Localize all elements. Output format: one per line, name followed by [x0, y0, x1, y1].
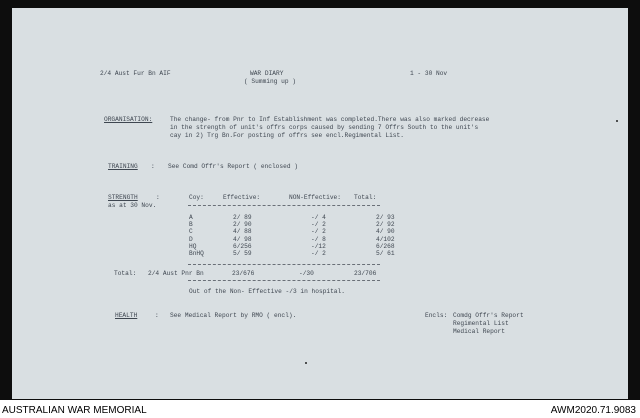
total-total: 23/706	[354, 270, 377, 277]
health-label: HEALTH	[115, 312, 138, 319]
effective-cell: 6/256	[233, 242, 252, 250]
effective-cell: 2/ 90	[233, 221, 252, 229]
strength-row	[189, 250, 416, 257]
non-effective-cell: -/ 2	[311, 228, 326, 236]
non-effective-cell: -/ 2	[311, 221, 326, 229]
header-rule	[188, 205, 380, 206]
document-title: WAR DIARY	[250, 70, 284, 77]
organisation-line-1: The change- from Pnr to Inf Establishment was completed.There was also marked decrease	[170, 116, 490, 123]
strength-label: STRENGTH	[108, 194, 138, 201]
non-effective-cell: -/ 8	[311, 235, 326, 243]
health-text: See Medical Report by RMO ( encl).	[170, 312, 297, 319]
encl-item-3: Medical Report	[453, 328, 505, 335]
strength-row	[189, 236, 416, 243]
coy-cell: B	[189, 221, 193, 229]
coy-cell: HQ	[189, 242, 197, 250]
training-text: See Comd Offr's Report ( enclosed )	[168, 163, 298, 170]
bottom-rule	[188, 280, 380, 281]
total-cell: 2/ 92	[376, 221, 395, 229]
col-header-total: Total:	[354, 194, 377, 201]
health-sep: :	[155, 312, 159, 319]
organisation-label: ORGANISATION:	[104, 116, 153, 123]
total-cell: 5/ 61	[376, 250, 395, 258]
coy-cell: D	[189, 235, 193, 243]
col-header-effective: Effective:	[223, 194, 261, 201]
encl-item-1: Comdg Offr's Report	[453, 312, 524, 319]
page-dot	[305, 362, 307, 364]
document-subtitle: ( Summing up )	[244, 78, 296, 85]
margin-mark	[616, 120, 618, 122]
strength-sep: :	[156, 194, 160, 201]
effective-cell: 2/ 89	[233, 214, 252, 221]
training-sep: :	[151, 163, 155, 170]
coy-cell: A	[189, 214, 193, 221]
total-non-effective: -/30	[299, 270, 314, 277]
effective-cell: 5/ 59	[233, 250, 252, 258]
hospital-note: Out of the Non- Effective -/3 in hospital.	[189, 288, 345, 295]
non-effective-cell: -/ 4	[311, 214, 326, 221]
non-effective-cell: -/12	[311, 242, 326, 250]
strength-row	[189, 228, 416, 235]
training-label: TRAINING	[108, 163, 138, 170]
coy-cell: BnHQ	[189, 250, 204, 258]
total-effective: 23/676	[232, 270, 255, 277]
encl-item-2: Regimental List	[453, 320, 509, 327]
total-cell: 6/268	[376, 242, 395, 250]
period: 1 - 30 Nov	[410, 70, 448, 77]
total-label: Total:	[114, 270, 137, 277]
total-unit: 2/4 Aust Pnr Bn	[148, 270, 204, 277]
strength-table	[189, 214, 416, 257]
total-rule	[188, 264, 380, 265]
total-cell: 4/ 90	[376, 228, 395, 236]
strength-date: as at 30 Nov.	[108, 202, 157, 209]
strength-row	[189, 214, 416, 221]
strength-row	[189, 221, 416, 228]
effective-cell: 4/ 98	[233, 235, 252, 243]
total-cell: 2/ 93	[376, 214, 395, 221]
organisation-line-3: cay in 2) Trg Bn.For posting of offrs see encl.Regimental List.	[170, 132, 404, 139]
coy-cell: C	[189, 228, 193, 236]
archive-name: AUSTRALIAN WAR MEMORIAL	[2, 405, 147, 416]
unit-name: 2/4 Aust Fur Bn AIF	[100, 70, 171, 77]
non-effective-cell: -/ 2	[311, 250, 326, 258]
effective-cell: 4/ 88	[233, 228, 252, 236]
encls-label: Encls:	[425, 312, 448, 319]
col-header-coy: Coy:	[189, 194, 204, 201]
archive-reference: AWM2020.71.9083	[550, 405, 636, 416]
organisation-line-2: in the strength of unit's offrs corps caused by sending 7 Offrs South to the unit's	[170, 124, 479, 131]
archive-footer	[0, 400, 640, 418]
total-cell: 4/102	[376, 235, 395, 243]
strength-row	[189, 243, 416, 250]
col-header-non-effective: NON-Effective:	[289, 194, 341, 201]
document-page	[12, 8, 628, 399]
